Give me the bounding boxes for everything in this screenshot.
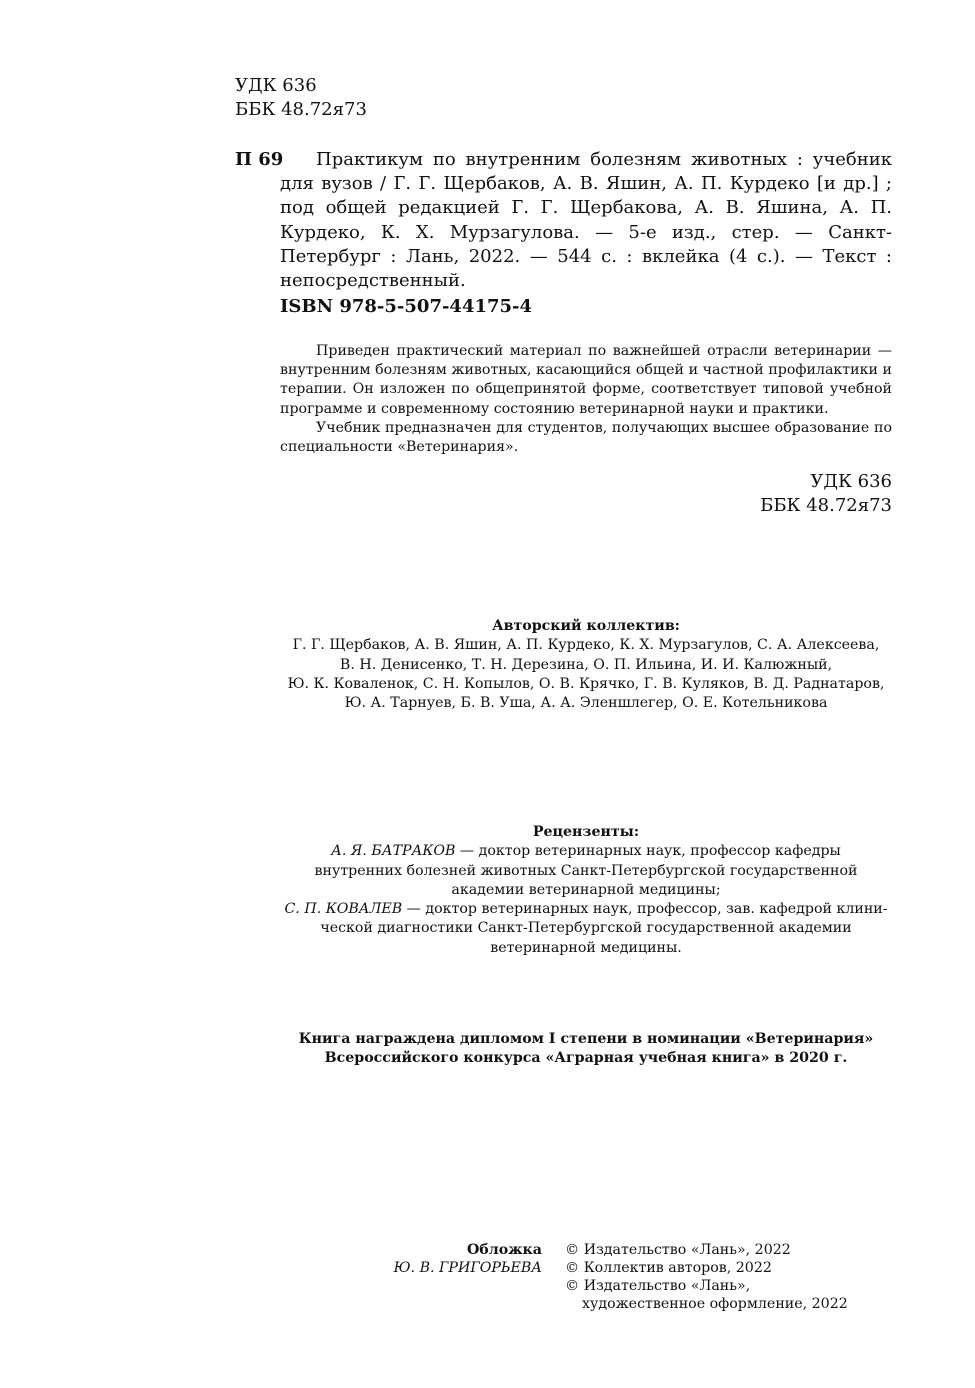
- reviewer-line: внутренних болезней животных Санкт-Петербургской государственной: [314, 862, 858, 879]
- cover-label: Обложка: [466, 1242, 542, 1258]
- cover-credit: [394, 1241, 542, 1277]
- reviewer-line: ческой диагностики Санкт-Петербургской государственной академии: [320, 920, 852, 937]
- copyright-line: художественное оформление, 2022: [582, 1296, 848, 1312]
- reviewer-name: А. Я. БАТРАКОВ: [331, 843, 456, 860]
- copyright-line: © Издательство «Лань», 2022: [565, 1242, 791, 1258]
- reviewers-block: [280, 823, 892, 958]
- authors-line: В. Н. Денисенко, Т. Н. Дерезина, О. П. Ильина, И. И. Калюжный,: [339, 656, 833, 673]
- award-notice: [280, 1030, 892, 1069]
- annotation-paragraph: Учебник предназначен для студентов, получающих высшее образование по специальности «Ветеринария».: [280, 419, 892, 456]
- authors-block: [280, 617, 892, 713]
- award-line: Всероссийского конкурса «Аграрная учебная книга» в 2020 г.: [324, 1050, 848, 1067]
- reviewer-description: — доктор ветеринарных наук, профессор кафедры: [455, 843, 841, 860]
- authors-heading: Авторский коллектив:: [492, 618, 680, 634]
- reviewer-line: [280, 900, 892, 919]
- copyright-line: © Издательство «Лань»,: [565, 1278, 751, 1294]
- reviewer-name: С. П. КОВАЛЕВ: [284, 901, 403, 918]
- udk-code-top: УДК 636: [235, 75, 317, 96]
- isbn: ISBN 978-5-507-44175-4: [280, 296, 533, 317]
- authors-line: Ю. К. Коваленок, С. Н. Копылов, О. В. Крячко, Г. В. Куляков, В. Д. Раднатаров,: [287, 675, 885, 692]
- bibliographic-record: Практикум по внутренним болезням животных : учебник для вузов / Г. Г. Щербаков, А. В. Яшин, А. П. Курдеко [и др.] ; под общей редакцией Г. Г. Щербакова, А. В. Яшина, А. П. Курдеко, К. Х. Мурзагулова. — 5-е изд., стер. — Санкт-Петербург : Лань, 2022. — 544 с. : вклейка (4 с.). — Текст : непосредственный.: [280, 149, 892, 292]
- bbk-code-top: ББК 48.72я73: [235, 99, 367, 120]
- reviewers-heading: Рецензенты:: [532, 824, 640, 840]
- cover-designer: Ю. В. ГРИГОРЬЕВА: [393, 1260, 542, 1276]
- reviewer-description: — доктор ветеринарных наук, профессор, зав. кафедрой клини-: [402, 901, 888, 918]
- udk-code-bottom: УДК 636: [810, 471, 892, 492]
- author-sign: П 69: [235, 149, 284, 170]
- reviewer-line: академии ветеринарной медицины;: [451, 881, 721, 898]
- award-line: Книга награждена дипломом I степени в номинации «Ветеринария»: [298, 1031, 874, 1047]
- bbk-code-bottom: ББК 48.72я73: [760, 495, 892, 516]
- annotation-paragraph: Приведен практический материал по важнейшей отрасли ветеринарии — внутренним болезням животных, касающийся общей и частной профилактики и терапии. Он изложен по общепринятой форме, соответствует типовой учебной программе и современному состоянию ветеринарной науки и практики.: [280, 343, 892, 417]
- reviewer-line: ветеринарной медицины.: [490, 939, 682, 956]
- copyright-block: [565, 1241, 848, 1313]
- reviewer-line: [280, 842, 892, 861]
- authors-line: Г. Г. Щербаков, А. В. Яшин, А. П. Курдеко, К. Х. Мурзагулов, С. А. Алексеева,: [292, 637, 880, 654]
- annotation: [280, 342, 892, 457]
- copyright-line: © Коллектив авторов, 2022: [565, 1260, 772, 1276]
- authors-line: Ю. А. Тарнуев, Б. В. Уша, А. А. Эленшлегер, О. Е. Котельникова: [344, 695, 828, 712]
